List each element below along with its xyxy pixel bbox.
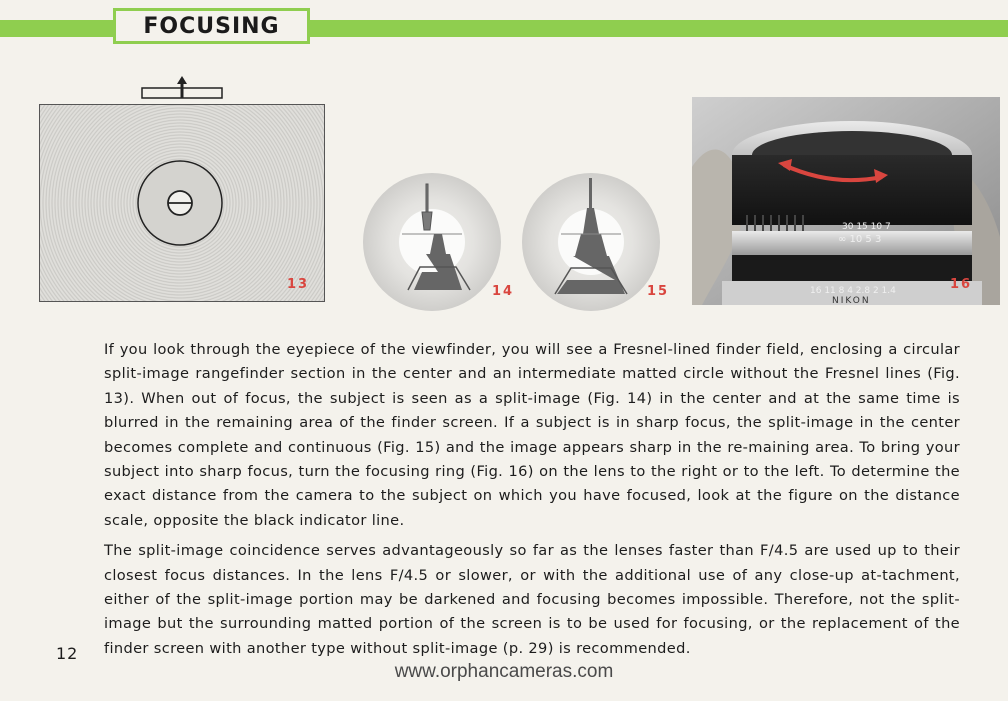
lens-aperture-scale: 16 11 8 4 2.8 2 1.4 [810, 286, 896, 296]
lens-photo-icon [692, 97, 1000, 305]
figure-number: 16 [950, 277, 973, 292]
header-title-box [113, 8, 310, 44]
figure-13-viewfinder [39, 104, 325, 302]
page-number: 12 [56, 644, 79, 663]
watermark-link[interactable]: www.orphancameras.com [394, 661, 614, 682]
figure-number: 13 [287, 277, 310, 292]
lens-feet-scale: ∞ 10 5 3 [838, 234, 882, 245]
page-title: FOCUSING [143, 13, 280, 39]
finder-indicator-icon [141, 76, 223, 100]
lens-distance-scale: 30 15 10 7 [842, 222, 891, 232]
figure-14-out-of-focus [362, 172, 515, 312]
viewfinder-field-icon [40, 105, 325, 302]
figure-number: 14 [492, 284, 515, 299]
eiffel-tower-split-icon [362, 172, 502, 312]
figure-16-lens-focusing-ring [692, 97, 1000, 305]
figure-15-in-focus [521, 172, 670, 312]
paragraph: The split-image coincidence serves advantageously so far as the lenses faster than F/4.5 are used up to their closest focus distances. In the lens F/4.5 or slower, or with the additional use of any close-up at-tachment, either of the split-image portion may be darkened and focusing becomes impossible. Therefore, not the split-image but the surrounding matted portion of the screen is to be used for focusing, or the replacement of the finder screen with another type without split-image (p. 29) is recommended. [104, 542, 960, 657]
body-text [104, 338, 960, 661]
eiffel-tower-sharp-icon [521, 172, 661, 312]
lens-brand: NIKON [832, 296, 871, 305]
figure-number: 15 [647, 284, 670, 299]
paragraph: If you look through the eyepiece of the viewfinder, you will see a Fresnel-lined finder field, enclosing a circular split-image rangefinder section in the center and an intermediate matted circle without the Fresnel lines (Fig. 13). When out of focus, the subject is seen as a split-image (Fig. 14) in the center and at the same time is blurred in the remaining area of the finder screen. If a subject is in sharp focus, the split-image in the center becomes complete and continuous (Fig. 15) and the image appears sharp in the re-maining area. To bring your subject into sharp focus, turn the focusing ring (Fig. 16) on the lens to the right or to the left. To determine the exact distance from the camera to the subject on which you have focused, look at the figure on the distance scale, opposite the black indicator line. [104, 341, 960, 529]
